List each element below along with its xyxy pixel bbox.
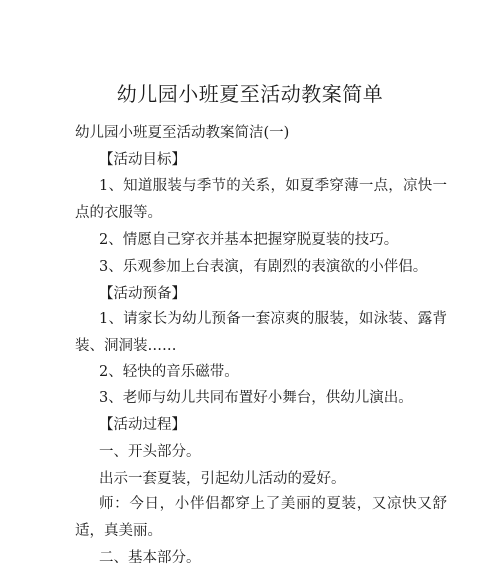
prep-item-3: 3、老师与幼儿共同布置好小舞台，供幼儿演出。 bbox=[99, 390, 413, 406]
goal-item-1: 1、知道服装与季节的关系，如夏季穿薄一点，凉快一点的衣服等。 bbox=[75, 178, 447, 221]
prep-item-1: 1、请家长为幼儿预备一套凉爽的服装，如泳装、露背装、洞洞装…… bbox=[75, 311, 447, 354]
process-heading: 【活动过程】 bbox=[99, 417, 186, 433]
goals-heading: 【活动目标】 bbox=[99, 152, 186, 168]
process-item-2: 出示一套夏装，引起幼儿活动的爱好。 bbox=[99, 471, 346, 487]
document-subtitle: 幼儿园小班夏至活动教案简洁(一) bbox=[75, 125, 290, 141]
process-item-1: 一、开头部分。 bbox=[99, 444, 201, 460]
prep-item-2: 2、轻快的音乐磁带。 bbox=[99, 364, 239, 380]
goal-item-3: 3、乐观参加上台表演，有剧烈的表演欲的小伴侣。 bbox=[99, 259, 428, 275]
process-item-4: 二、基本部分。 bbox=[99, 550, 201, 566]
document-title: 幼儿园小班夏至活动教案简单 bbox=[116, 82, 384, 106]
process-item-3: 师：今日，小伴侣都穿上了美丽的夏装，又凉快又舒适，真美丽。 bbox=[75, 496, 447, 539]
goal-item-2: 2、情愿自己穿衣并基本把握穿脱夏装的技巧。 bbox=[99, 232, 399, 248]
prep-heading: 【活动预备】 bbox=[99, 286, 186, 302]
